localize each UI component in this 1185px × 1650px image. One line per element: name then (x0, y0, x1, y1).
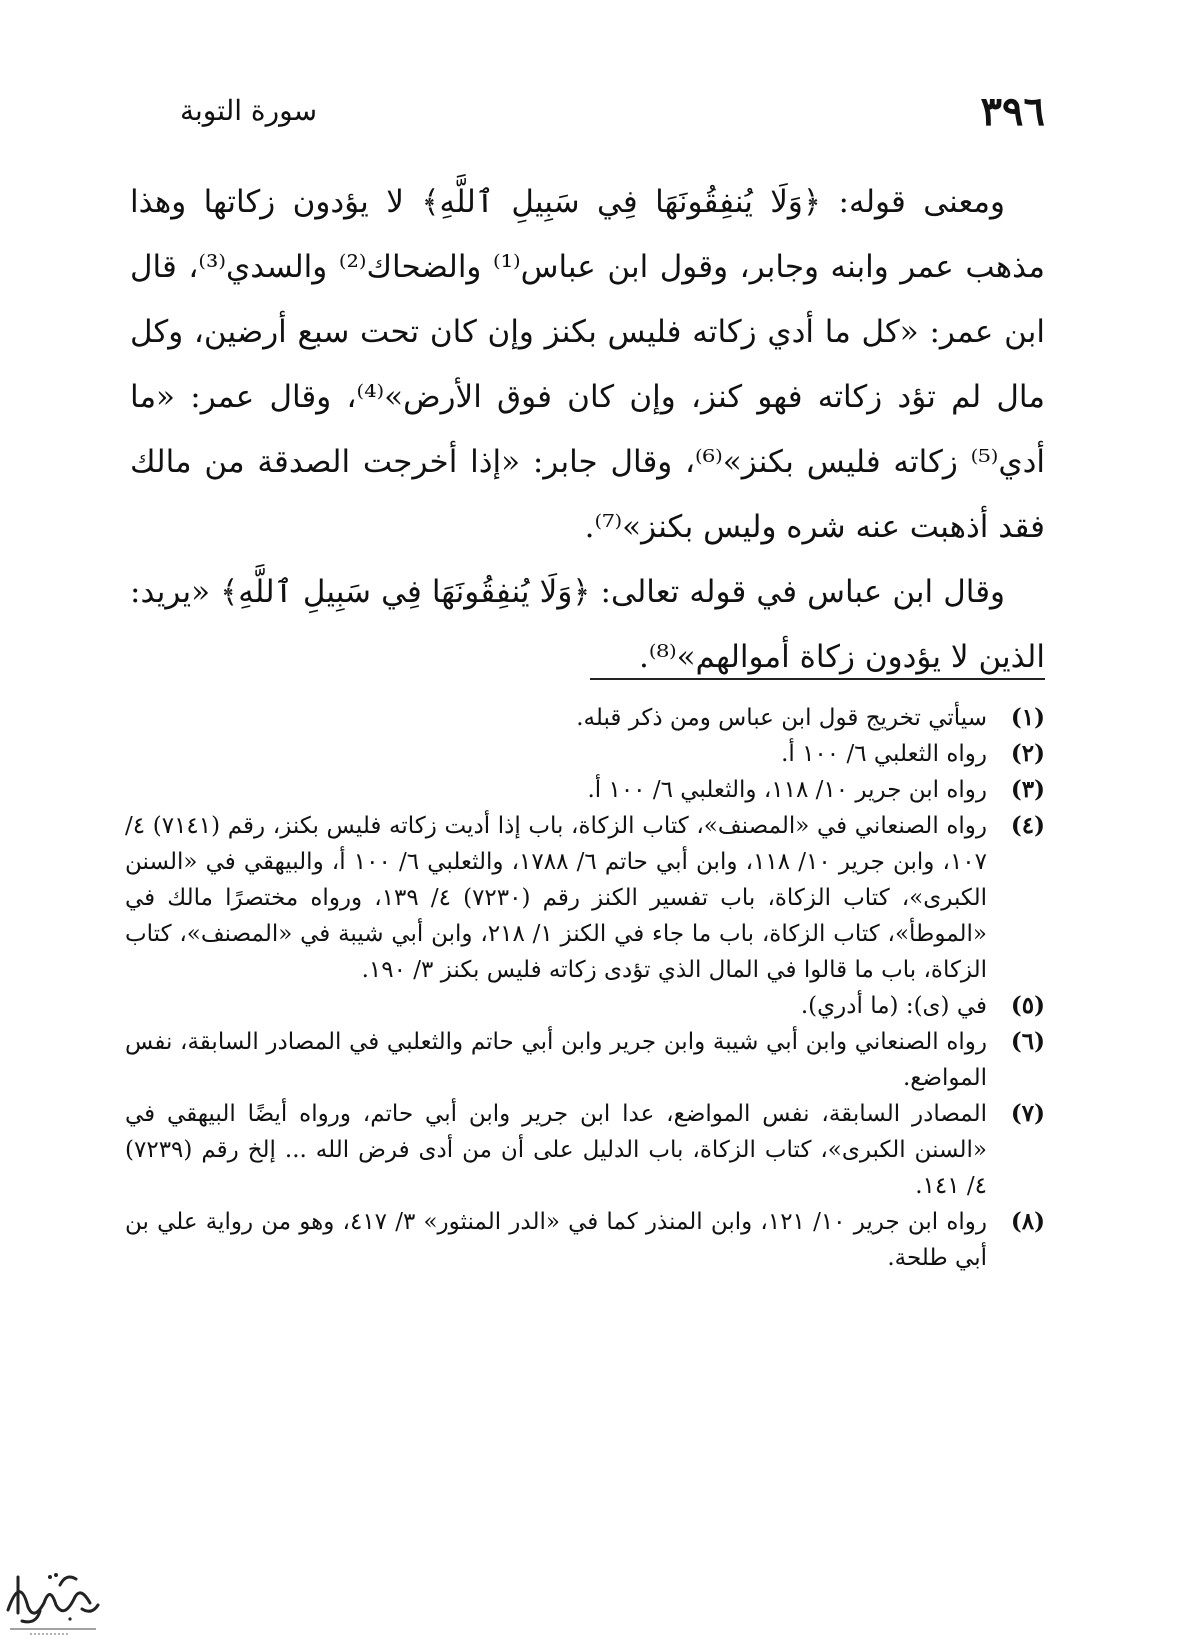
footnote (125, 808, 1045, 988)
footnote-number: (٣) (1010, 776, 1045, 803)
main-text (130, 170, 1045, 690)
surah-name: سورة التوبة (180, 94, 318, 127)
footnote-number: (٦) (1010, 1028, 1045, 1055)
footnote-text: رواه الثعلبي ٦/ ١٠٠ أ. (781, 741, 987, 767)
footnote-text: رواه ابن جرير ١٠/ ١١٨، والثعلبي ٦/ ١٠٠ أ. (587, 777, 987, 803)
footnote-text: سيأتي تخريج قول ابن عباس ومن ذكر قبله. (576, 705, 987, 731)
footnote-number: (٤) (1010, 812, 1045, 839)
footnote (125, 772, 1045, 808)
footnote-text: رواه الصنعاني في «المصنف»، كتاب الزكاة، باب إذا أديت زكاته فليس بكنز، رقم (٧١٤١) ٤/ ١٠٧، وابن جرير ١٠/ ١١٨، وابن أبي حاتم ٦/ ١٧٨٨، والثعلبي ٦/ ١٠٠ أ، والبيهقي في «السنن الكبرى»، كتاب الزكاة، باب تفسير الكنز رقم (٧٢٣٠) ٤/ ١٣٩، ورواه مختصرًا مالك في «الموطأ»، كتاب الزكاة، باب ما جاء في الكنز ١/ ٢١٨، وابن أبي شيبة في «المصنف»، كتاب الزكاة، باب ما قالوا في المال الذي تؤدى زكاته فليس بكنز ٣/ ١٩٠. (125, 813, 988, 983)
footnotes (125, 700, 1045, 1276)
footnote-number: (٢) (1010, 740, 1045, 767)
footnote (125, 1096, 1045, 1204)
footnote (125, 1024, 1045, 1096)
footnote-text: رواه الصنعاني وابن أبي شيبة وابن جرير وابن أبي حاتم والثعلبي في المصادر السابقة، نفس المواضع. (125, 1029, 987, 1091)
footnote-text: رواه ابن جرير ١٠/ ١٢١، وابن المنذر كما في «الدر المنثور» ٣/ ٤١٧، وهو من رواية علي بن أبي طلحة. (125, 1209, 988, 1271)
footnote (125, 988, 1045, 1024)
footnote-number: (١) (1010, 704, 1045, 731)
calligraphy-logo-icon (0, 1555, 105, 1640)
footnote (125, 736, 1045, 772)
footnote-separator (590, 678, 1045, 680)
footnote-text: في (ى): (ما أدري). (800, 993, 987, 1019)
paragraph-2: وقال ابن عباس في قوله تعالى: ﴿وَلَا يُنفِقُونَهَا فِي سَبِيلِ ٱللَّهِ﴾ «يريد: الذين لا يؤدون زكاة أموالهم»⁽⁸⁾. (130, 574, 1045, 675)
footnote (125, 700, 1045, 736)
footnote-number: (٨) (1010, 1208, 1045, 1235)
footnote (125, 1204, 1045, 1276)
running-head (130, 88, 1045, 138)
footnote-text: المصادر السابقة، نفس المواضع، عدا ابن جرير وابن أبي حاتم، ورواه أيضًا البيهقي في «السنن الكبرى»، كتاب الزكاة، باب الدليل على أن من أدى فرض الله ... إلخ رقم (٧٢٣٩) ٤/ ١٤١. (125, 1101, 987, 1199)
footnote-number: (٥) (1010, 992, 1045, 1019)
page-number: ٣٩٦ (980, 88, 1045, 135)
footnote-number: (٧) (1010, 1100, 1045, 1127)
watermark-logo (0, 1555, 105, 1640)
paragraph-1: ومعنى قوله: ﴿وَلَا يُنفِقُونَهَا فِي سَبِيلِ ٱللَّهِ﴾ لا يؤدون زكاتها وهذا مذهب عمر وابنه وجابر، وقول ابن عباس⁽¹⁾ والضحاك⁽²⁾ والسدي⁽³⁾، قال ابن عمر: «كل ما أدي زكاته فليس بكنز وإن كان تحت سبع أرضين، وكل مال لم تؤد زكاته فهو كنز، وإن كان فوق الأرض»⁽⁴⁾، وقال عمر: «ما أدي⁽⁵⁾ زكاته فليس بكنز»⁽⁶⁾، وقال جابر: «إذا أخرجت الصدقة من مالك فقد أذهبت عنه شره وليس بكنز»⁽⁷⁾. (130, 184, 1046, 545)
